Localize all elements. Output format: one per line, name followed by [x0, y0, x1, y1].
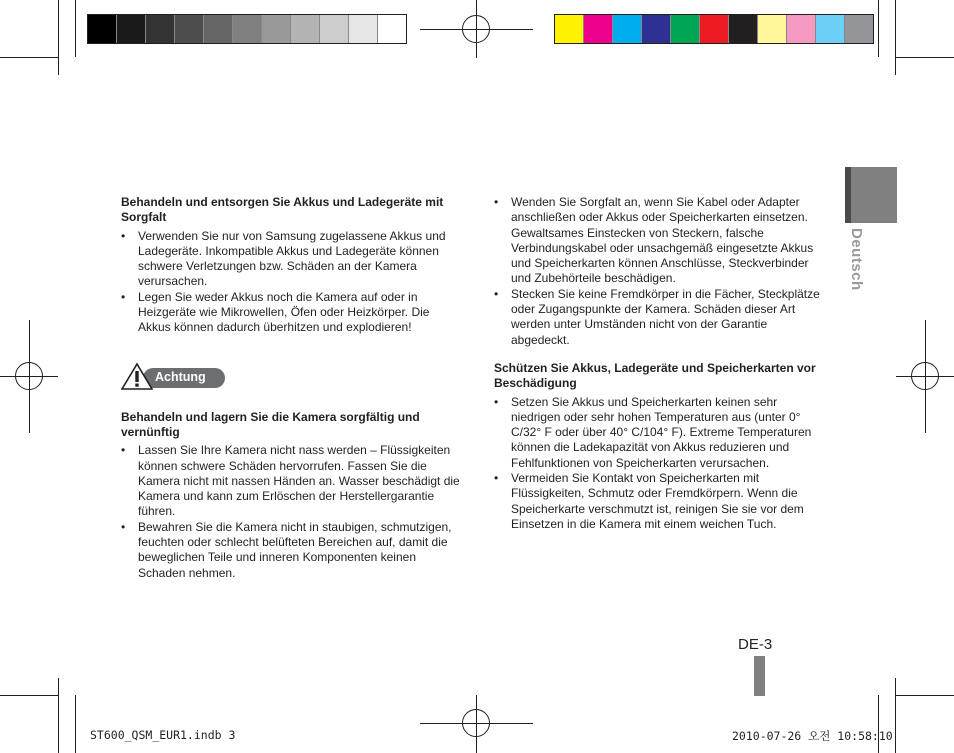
color-swatch — [378, 15, 406, 43]
list-item: • Setzen Sie Akkus und Speicherkarten keinen sehr niedrigen oder sehr hohen Temperaturen aus (unter 0° C/32° F oder über 40° C/104° F). Extreme Temperaturen können die Ladekapazität von Akkus reduzieren und Fehlfunktionen von Speicherkarten verursachen. — [494, 395, 828, 471]
language-tab-edge — [845, 167, 851, 223]
color-swatch — [320, 15, 349, 43]
color-swatch — [787, 15, 816, 43]
bullet-list — [494, 395, 828, 533]
process-color-bar — [554, 14, 874, 44]
crop-mark — [878, 0, 879, 57]
list-item: • Vermeiden Sie Kontakt von Speicherkarten mit Flüssigkeiten, Schmutz oder Fremdkörpern. Wenn die Speicherkarte verschmutzt ist, reinigen Sie sie vor dem Einsetzen in die Kamera mit einem weichen Tuch. — [494, 471, 828, 532]
color-swatch — [117, 15, 146, 43]
crop-mark — [0, 57, 58, 58]
registration-mark — [15, 362, 43, 390]
color-swatch — [729, 15, 758, 43]
section-heading: Behandeln und entsorgen Sie Akkus und Ladegeräte mit Sorgfalt — [121, 195, 444, 225]
crop-mark — [896, 57, 954, 58]
section-heading: Behandeln und lagern Sie die Kamera sorgfältig und vernünftig — [121, 409, 420, 439]
list-item: • Lassen Sie Ihre Kamera nicht nass werden – Flüssigkeiten können schwere Schäden hervorrufen. Fassen Sie die Kamera nicht mit nassen Händen an. Wasser beschädigt die Kamera und kann zum Erlöschen der Herstellergarantie führen. — [121, 443, 461, 519]
color-swatch — [584, 15, 613, 43]
crop-mark — [58, 0, 59, 75]
caution-banner — [121, 362, 461, 392]
crop-mark — [895, 0, 896, 75]
color-swatch — [291, 15, 320, 43]
color-swatch — [146, 15, 175, 43]
color-swatch — [233, 15, 262, 43]
language-label: Deutsch — [848, 228, 865, 291]
registration-mark — [911, 362, 939, 390]
color-swatch — [845, 15, 873, 43]
page-number: DE-3 — [738, 636, 773, 653]
registration-mark — [462, 709, 490, 737]
crop-mark — [0, 695, 58, 696]
crop-mark — [58, 678, 59, 753]
crop-mark — [896, 695, 954, 696]
language-tab — [845, 167, 897, 223]
bullet-list — [121, 229, 461, 336]
bullet-list — [121, 443, 461, 581]
left-column — [121, 195, 461, 581]
right-column — [494, 195, 828, 532]
grayscale-color-bar — [87, 14, 407, 44]
color-swatch — [204, 15, 233, 43]
color-swatch — [700, 15, 729, 43]
caution-label: Achtung — [155, 369, 206, 384]
page-number-bar — [754, 656, 765, 696]
crop-mark — [75, 0, 76, 57]
color-swatch — [758, 15, 787, 43]
list-item: • Stecken Sie keine Fremdkörper in die Fächer, Steckplätze oder Zugangspunkte der Kamera. Schäden dieser Art werden unter Umständen nicht von der Garantie abgedeckt. — [494, 287, 828, 348]
footer-filename: ST600_QSM_EUR1.indb 3 — [90, 728, 236, 742]
color-swatch — [349, 15, 378, 43]
crop-mark — [75, 695, 76, 753]
section-heading: Schützen Sie Akkus, Ladegeräte und Speicherkarten vor Beschädigung — [494, 360, 816, 391]
list-item: • Wenden Sie Sorgfalt an, wenn Sie Kabel oder Adapter anschließen oder Akkus oder Speicherkarten einsetzen. Gewaltsames Einstecken von Steckern, falsche Verbindungskabel oder unsachgemäß eingesetzte Akkus und Speicherkarten können Anschlüsse, Steckverbinder und Zubehörteile beschädigen. — [494, 195, 828, 287]
color-swatch — [613, 15, 642, 43]
color-swatch — [642, 15, 671, 43]
list-item: • Bewahren Sie die Kamera nicht in staubigen, schmutzigen, feuchten oder schlecht belüfteten Bereichen auf, damit die beweglichen Teile und inneren Komponenten keinen Schaden nehmen. — [121, 520, 461, 581]
color-swatch — [262, 15, 291, 43]
crop-mark — [878, 695, 879, 753]
warning-icon — [121, 362, 153, 390]
crop-mark — [895, 678, 896, 753]
list-item: • Legen Sie weder Akkus noch die Kamera auf oder in Heizgeräte wie Mikrowellen, Öfen oder Heizkörper. Die Akkus können dadurch überhitzen und explodieren! — [121, 290, 461, 336]
color-swatch — [555, 15, 584, 43]
color-swatch — [816, 15, 845, 43]
footer-timestamp: 2010-07-26 오전 10:58:10 — [732, 729, 893, 743]
color-swatch — [671, 15, 700, 43]
color-swatch — [88, 15, 117, 43]
registration-mark — [462, 15, 490, 43]
bullet-list — [494, 195, 828, 348]
color-swatch — [175, 15, 204, 43]
list-item: • Verwenden Sie nur von Samsung zugelassene Akkus und Ladegeräte. Inkompatible Akkus und Ladegeräte können schwere Verletzungen bzw. Schäden an der Kamera verursachen. — [121, 229, 461, 290]
